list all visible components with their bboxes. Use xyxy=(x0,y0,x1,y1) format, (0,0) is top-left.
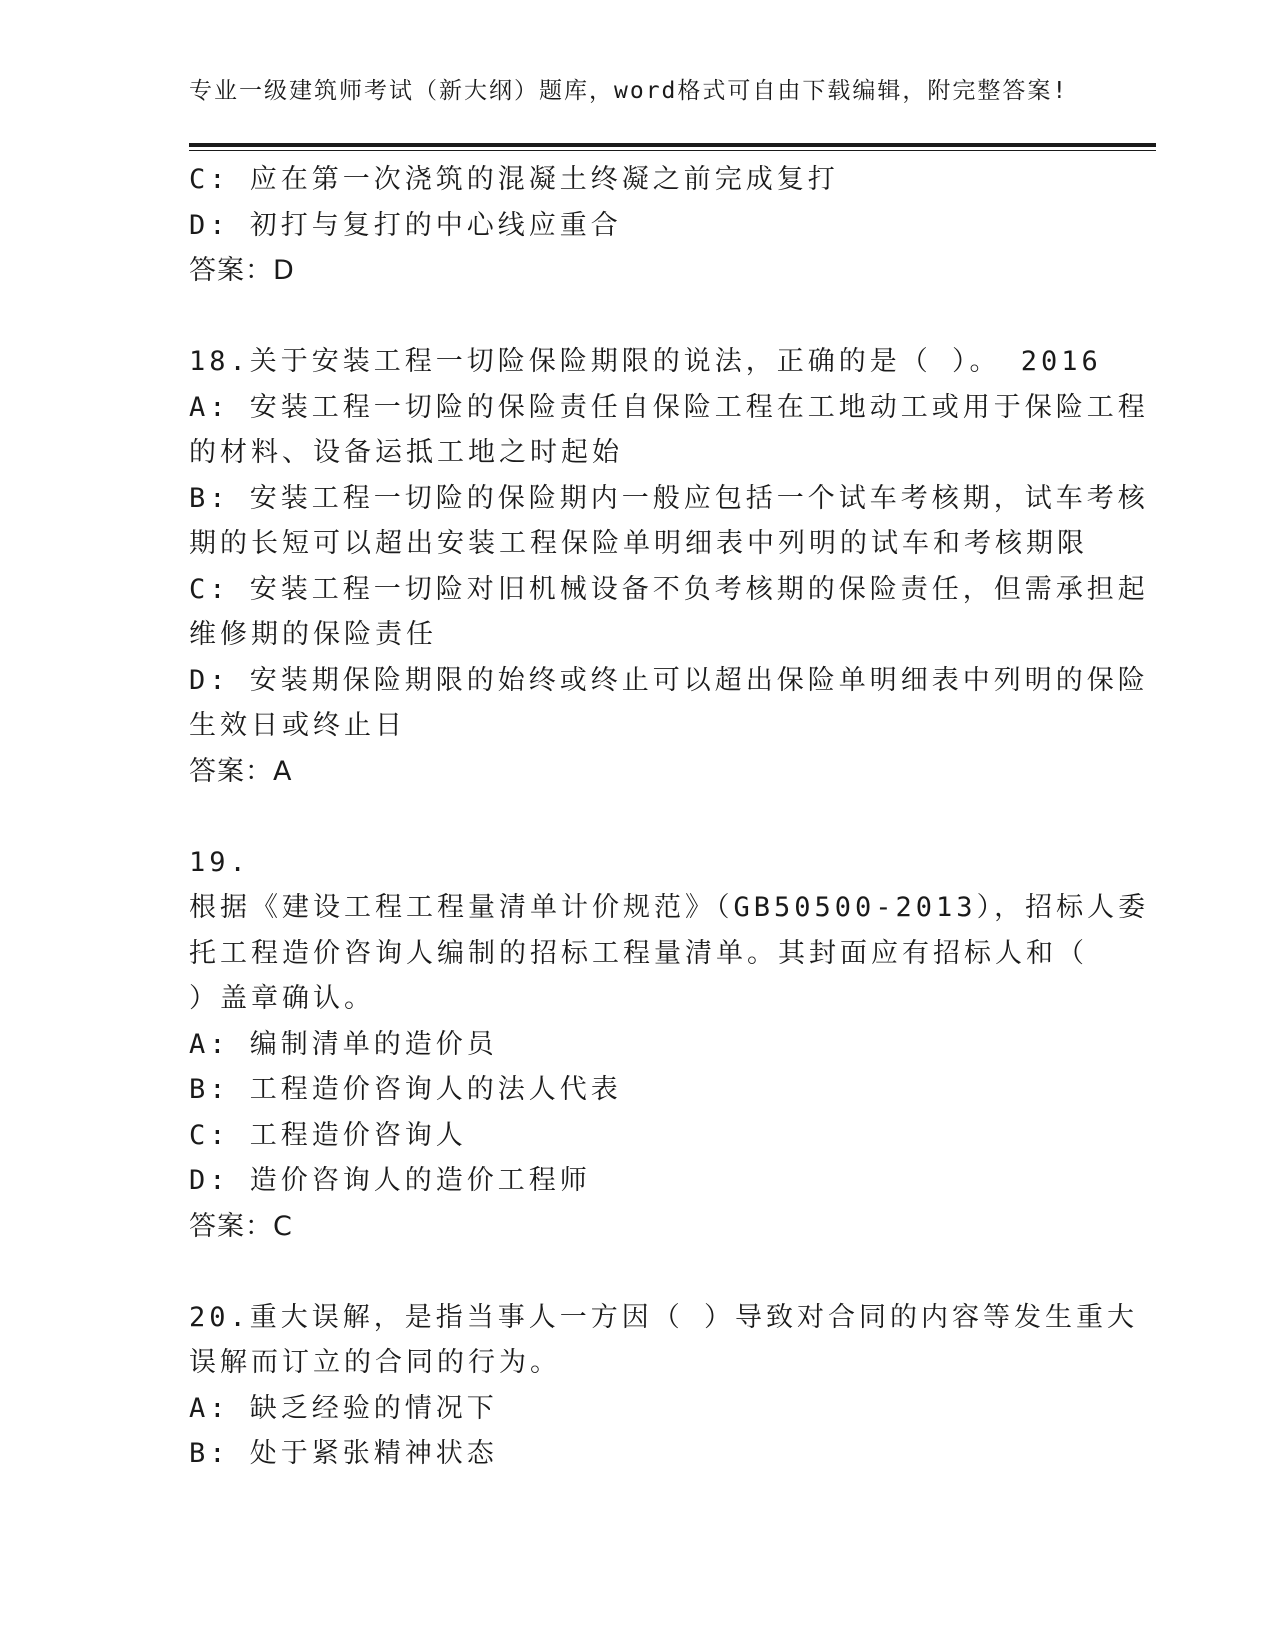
q19-number: 19. xyxy=(189,846,250,878)
q18-option-d: D: 安装期保险期限的始终或终止可以超出保险单明细表中列明的保险 xyxy=(189,664,1149,696)
q19-option-c: C: 工程造价咨询人 xyxy=(189,1119,467,1151)
spacer xyxy=(189,1249,1089,1295)
q20-stem-cont: 误解而订立的合同的行为。 xyxy=(189,1347,561,1378)
q18-stem: 18.关于安装工程一切险保险期限的说法，正确的是（ ）。 2016 xyxy=(189,346,1102,377)
prev-answer: 答案：D xyxy=(189,255,295,286)
q18-answer: 答案：A xyxy=(189,755,293,787)
q18-option-c: C: 安装工程一切险对旧机械设备不负考核期的保险责任，但需承担起 xyxy=(189,573,1149,605)
spacer xyxy=(189,794,1089,840)
q19-stem: 根据《建设工程工程量清单计价规范》（GB50500-2013），招标人委 xyxy=(189,892,1150,923)
q18-option-a: A: 安装工程一切险的保险责任自保险工程在工地动工或用于保险工程 xyxy=(189,391,1149,423)
q19-stem-cont: ）盖章确认。 xyxy=(189,983,375,1014)
header-rule-thin xyxy=(189,150,1156,151)
page-header: 专业一级建筑师考试（新大纲）题库，word格式可自由下载编辑，附完整答案! xyxy=(189,78,1069,104)
q20-stem: 20.重大误解，是指当事人一方因（ ）导致对合同的内容等发生重大 xyxy=(189,1301,1139,1333)
spacer xyxy=(189,294,1089,340)
prev-option-c: C: 应在第一次浇筑的混凝土终凝之前完成复打 xyxy=(189,164,839,195)
q20-option-a: A: 缺乏经验的情况下 xyxy=(189,1392,498,1424)
q19-answer: 答案：C xyxy=(189,1210,293,1242)
q19-option-d: D: 造价咨询人的造价工程师 xyxy=(189,1165,591,1196)
header-rule-thick xyxy=(189,143,1156,147)
q18-option-b: B: 安装工程一切险的保险期内一般应包括一个试车考核期，试车考核 xyxy=(189,482,1149,514)
q18-option-d-cont: 生效日或终止日 xyxy=(189,710,406,741)
q20-option-b: B: 处于紧张精神状态 xyxy=(189,1438,498,1469)
q18-option-a-cont: 的材料、设备运抵工地之时起始 xyxy=(189,437,623,468)
q19-option-b: B: 工程造价咨询人的法人代表 xyxy=(189,1074,622,1105)
q19-stem-cont: 托工程造价咨询人编制的招标工程量清单。其封面应有招标人和（ xyxy=(189,937,1088,969)
q18-option-c-cont: 维修期的保险责任 xyxy=(189,619,437,650)
prev-option-d: D: 初打与复打的中心线应重合 xyxy=(189,209,622,241)
q19-option-a: A: 编制清单的造价员 xyxy=(189,1028,498,1060)
q18-option-b-cont: 期的长短可以超出安装工程保险单明细表中列明的试车和考核期限 xyxy=(189,528,1088,559)
question-list xyxy=(189,157,1150,1477)
